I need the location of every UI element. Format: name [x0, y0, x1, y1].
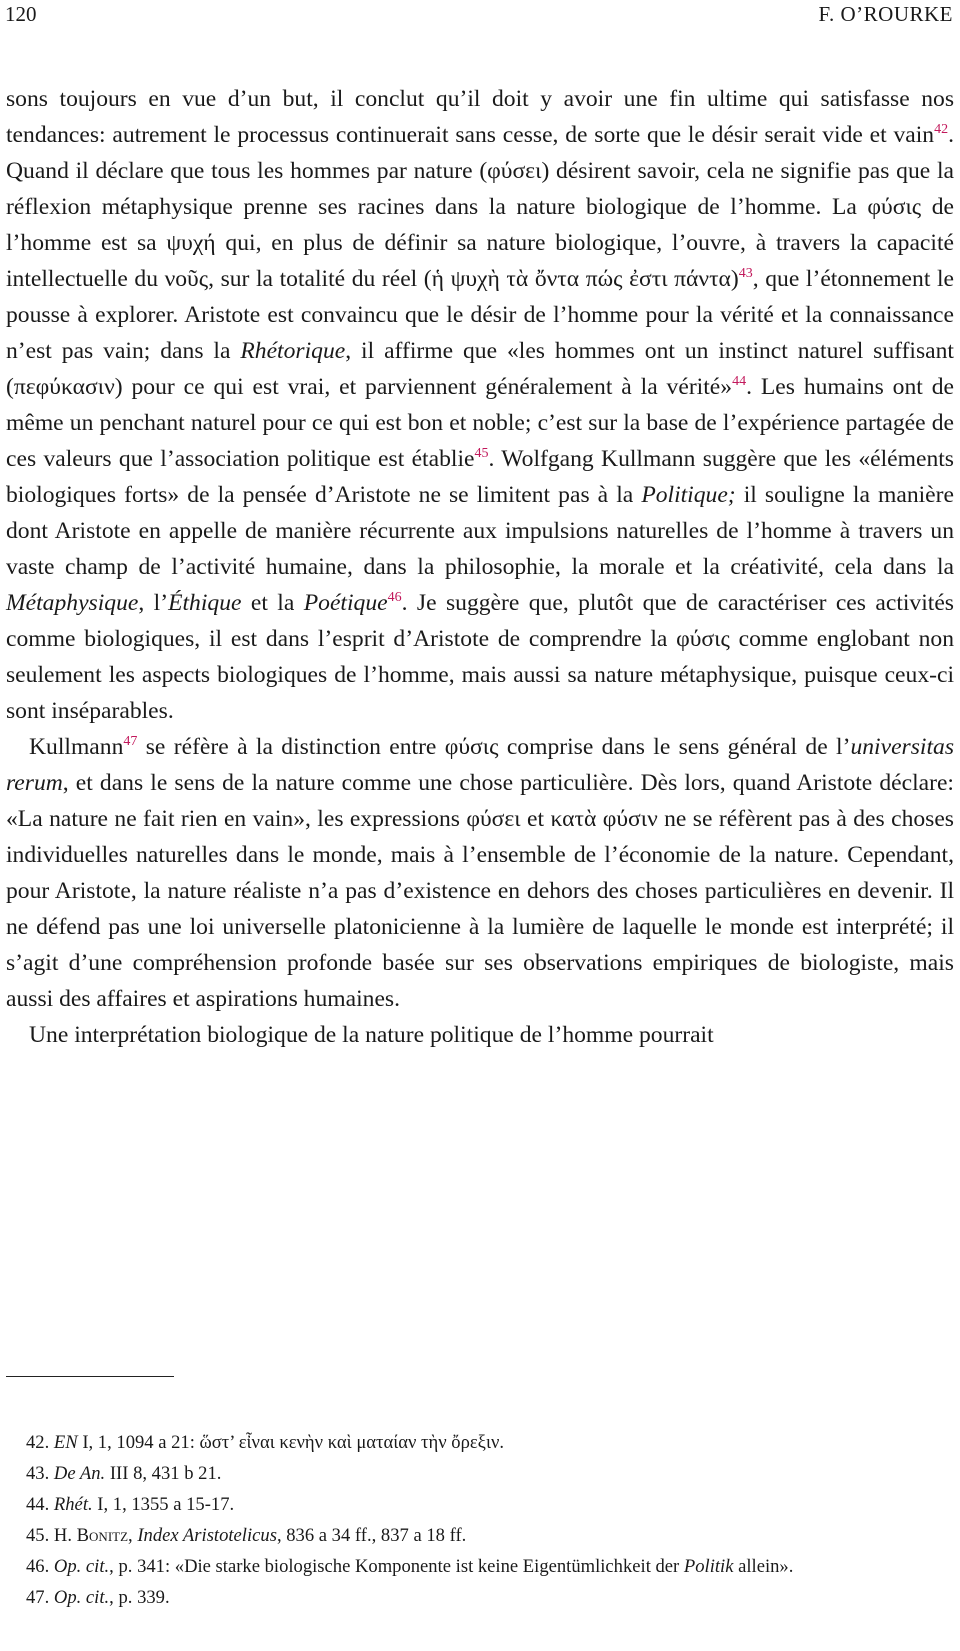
text-run: Une interprétation biologique de la nature politique de l’homme pourrait	[29, 1022, 714, 1048]
footnote-reference: 42	[934, 122, 949, 137]
text-run: allein».	[733, 1556, 794, 1577]
footnote-reference: 47	[123, 734, 138, 749]
text-run: Bonitz	[76, 1525, 129, 1546]
text-run: , 836 a 34 ff., 837 a 18 ff.	[276, 1525, 467, 1546]
footnote-reference: 44	[732, 374, 747, 389]
text-run: Éthique	[168, 590, 242, 616]
text-run: , p. 339.	[109, 1587, 170, 1608]
text-run: , il affirme que «les hommes ont un instinct naturel suffisant (πεφύκασιν) pour ce qui est vrai, et parviennent généralement à la vérité»	[6, 338, 954, 400]
text-run: , p. 341: «Die starke biologische Komponente ist keine Eigentümlichkeit der	[109, 1556, 684, 1577]
footnote-46	[6, 1554, 954, 1580]
text-run: ,	[128, 1525, 138, 1546]
footnote-number: 42.	[26, 1432, 50, 1453]
paragraph-3	[6, 1017, 954, 1053]
text-run: et la	[241, 590, 304, 616]
footnote-43	[6, 1461, 954, 1487]
text-run: . Wolfgang Kullmann suggère que les «éléments biologiques forts» de la pensée d’Aristote ne se limitent pas à la	[6, 446, 954, 508]
text-run: III 8, 431 b 21.	[105, 1463, 222, 1484]
text-run: , l’	[138, 590, 169, 616]
text-run: . Les humains ont de même un penchant naturel pour ce qui est bon et noble; c’est sur la base de l’expérience partagée de ces valeurs que l’association politique est établie	[6, 374, 954, 472]
footnote-42	[6, 1430, 954, 1456]
text-run: EN	[53, 1432, 78, 1453]
paragraph-2	[6, 729, 954, 1017]
text-run: Politique;	[641, 482, 736, 508]
footnote-44	[6, 1492, 954, 1518]
page-number: 120	[5, 2, 37, 26]
running-head: F. O’ROURKE	[818, 2, 953, 26]
footnote-reference: 45	[474, 446, 489, 461]
text-run: universitas rerum	[6, 734, 954, 796]
text-run: Op. cit.	[53, 1587, 110, 1608]
text-run: De An.	[53, 1463, 106, 1484]
footnotes	[6, 1430, 954, 1616]
text-run: H.	[53, 1525, 77, 1546]
paragraph-1	[6, 81, 954, 729]
footnote-45	[6, 1523, 954, 1549]
text-run: sons toujours en vue d’un but, il conclut qu’il doit y avoir une fin ultime qui satisfasse nos tendances: autrement le processus continuerait sans cesse, de sorte que le désir serait vide et vain	[6, 86, 954, 148]
footnote-47	[6, 1585, 954, 1611]
text-run: I, 1, 1355 a 15-17.	[92, 1494, 235, 1515]
text-run: . Je suggère que, plutôt que de caractériser ces activités comme biologiques, il est dans l’esprit d’Aristote de comprendre la φύσις comme englobant non seulement les aspects biologiques de l’homme, mais aussi sa nature métaphysique, puisque ceux-ci sont inséparables.	[6, 590, 954, 724]
text-run: Métaphysique	[6, 590, 139, 616]
page-header	[0, 0, 960, 40]
footnote-number: 46.	[26, 1556, 50, 1577]
text-run: Rhétorique	[240, 338, 346, 364]
text-run: il souligne la manière dont Aristote en appelle de manière récurrente aux impulsions naturelles de l’homme à travers un vaste champ de l’activité humaine, dans la philosophie, la morale et la créativité, cela dans la	[6, 482, 954, 580]
text-run: Op. cit.	[53, 1556, 110, 1577]
body-text	[6, 81, 954, 1053]
text-run: Kullmann	[29, 734, 124, 760]
text-run: . Quand il déclare que tous les hommes par nature (φύσει) désirent savoir, cela ne signifie pas que la réflexion métaphysique prenne ses racines dans la nature biologique de l’homme. La φύσις de l’homme est sa ψυχή qui, en plus de définir sa nature biologique, l’ouvre, à travers la capacité intellectuelle du νοῦς, sur la totalité du réel (ἡ ψυχὴ τὰ ὄντα πώς ἐστι πάντα)	[6, 122, 954, 292]
footnote-reference: 43	[738, 266, 753, 281]
footnote-separator	[6, 1376, 174, 1377]
text-run: Index Aristotelicus	[137, 1525, 277, 1546]
text-run: Poétique	[303, 590, 388, 616]
footnote-reference: 46	[387, 590, 402, 605]
text-run: , et dans le sens de la nature comme une chose particulière. Dès lors, quand Aristote déclare: «La nature ne fait rien en vain», les expressions φύσει et κατὰ φύσιν ne se réfèrent pas à des choses individuelles naturelles dans le monde, mais à l’ensemble de l’économie de la nature. Cependant, pour Aristote, la nature réaliste n’a pas d’existence en dehors des choses particulières en devenir. Il ne défend pas une loi universelle platonicienne à la lumière de laquelle le monde est interprété; il s’agit d’une compréhension profonde basée sur ses observations empiriques de biologiste, mais aussi des affaires et aspirations humaines.	[6, 770, 954, 1012]
text-run: , que l’étonnement le pousse à explorer. Aristote est convaincu que le désir de l’homme pour la vérité et la connaissance n’est pas vain; dans la	[6, 266, 954, 364]
footnote-number: 47.	[26, 1587, 50, 1608]
text-run: se réfère à la distinction entre φύσις comprise dans le sens général de l’	[137, 734, 851, 760]
footnote-number: 45.	[26, 1525, 50, 1546]
footnote-number: 43.	[26, 1463, 50, 1484]
text-run: I, 1, 1094 a 21: ὥστ’ εἶναι κενὴν καὶ ματαίαν τὴν ὄρεξιν.	[77, 1432, 505, 1453]
text-run: Rhét.	[53, 1494, 93, 1515]
footnote-number: 44.	[26, 1494, 50, 1515]
text-run: Politik	[683, 1556, 734, 1577]
